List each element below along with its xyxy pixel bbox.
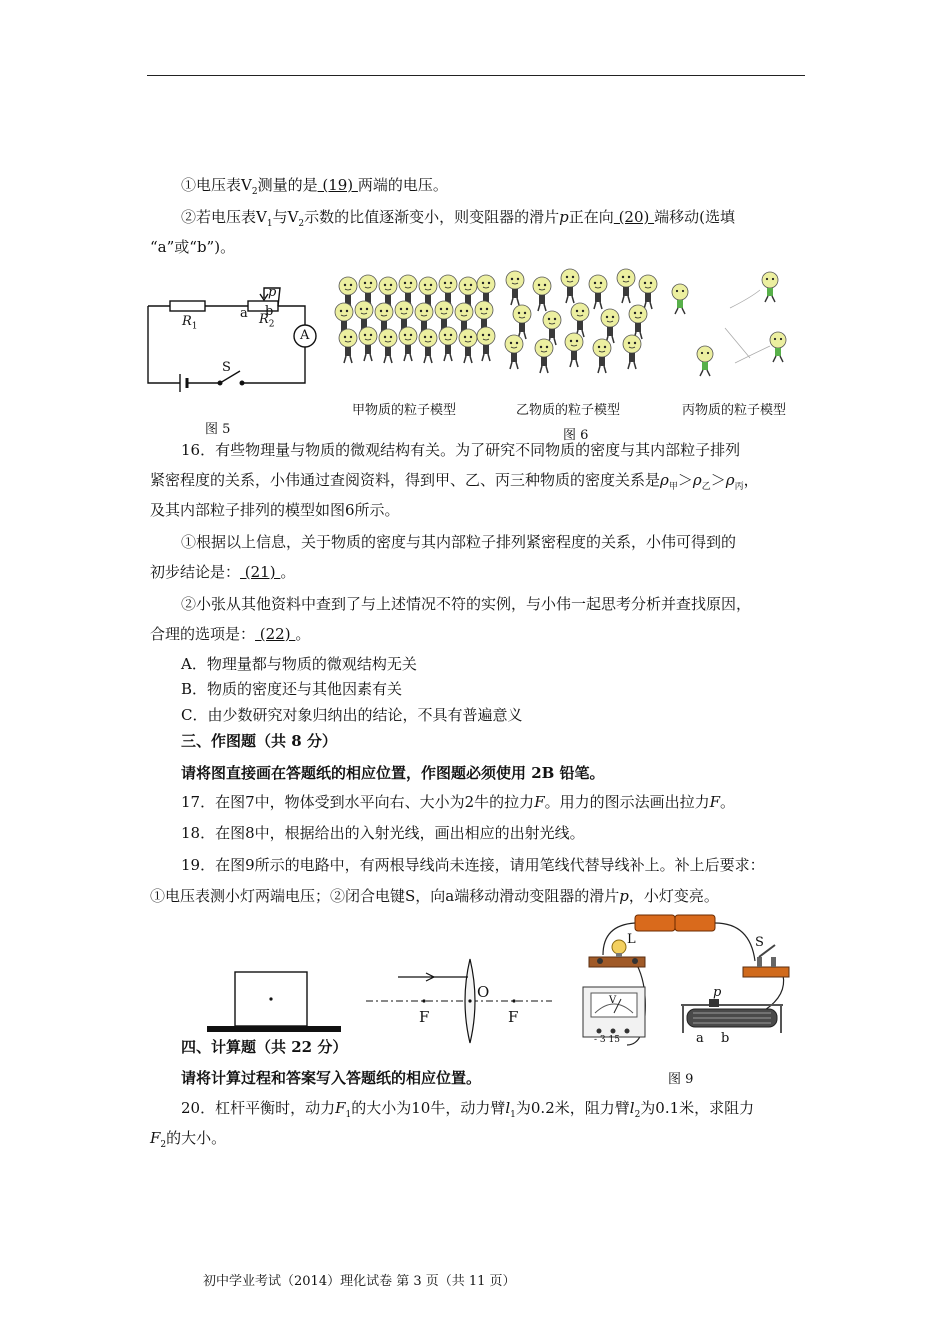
q16-sub2-line1: ②小张从其他资料中查到了与上述情况不符的实例，与小伟一起思考分析并查找原因， [181,595,752,613]
fig8-o-label: O [477,983,490,1001]
blank-19: (19) [317,176,358,194]
q17: 17．在图7中，物体受到水平向右、大小为2牛的拉力F。用力的图示法画出拉力F。 [181,793,736,811]
section-3-note: 请将图直接画在答题纸的相应位置，作图题必须使用 2B 铅笔。 [181,764,605,782]
header-rule [147,75,805,76]
fig9-voltmeter-label: V [609,995,617,1006]
fig8-f-right-label: F [508,1008,519,1026]
q20-line2: $F_2$的大小。 [150,1129,227,1150]
q18: 18．在图8中，根据给出的入射光线，画出相应的出射光线。 [181,824,585,842]
fig5-r1-label: $R_1$ [182,314,198,332]
fig5-r2-label: $R_2$ [259,312,275,330]
option-a: A．物理量都与物质的微观结构无关 [181,655,417,673]
option-c: C．由少数研究对象归纳出的结论，不具有普遍意义 [181,706,523,724]
yi-model [505,269,657,373]
q16-sub2-line2: 合理的选项是： (22) 。 [150,625,311,643]
q19-line1: 19．在图9所示的电路中，有两根导线尚未连接，请用笔线代替导线补上。补上后要求： [181,856,765,874]
fig5-ammeter-label: A [300,328,310,343]
jia-model [335,275,495,363]
fig9-lamp-label: L [627,932,636,947]
page-footer: 初中学业考试（2014）理化试卷 第 3 页（共 11 页） [203,1274,516,1289]
fig6-label-jia: 甲物质的粒子模型 [352,403,457,418]
fig9-terminals-label: - 3 15 [594,1035,620,1045]
q16-line2: 紧密程度的关系，小伟通过查阅资料，得到甲、乙、丙三种物质的密度关系是$\rho_甲>\rho_乙>\rho_丙$， [150,471,759,492]
fig6-caption: 图 6 [563,428,589,443]
q16-line1: 16．有些物理量与物质的微观结构有关。为了研究不同物质的密度与其内部粒子排列 [181,441,741,459]
q16-sub1-line1: ①根据以上信息，关于物质的密度与其内部粒子排列紧密程度的关系，小伟可得到的 [181,533,737,551]
fig6-label-yi: 乙物质的粒子模型 [516,403,621,418]
blank-22: (22) [255,625,296,643]
fig5-caption: 图 5 [205,422,231,437]
figure-9-apparatus [575,905,800,1055]
q15-line1: ①电压表$V_2$测量的是 (19) 两端的电压。 [181,176,448,197]
fig6-label-bing: 丙物质的粒子模型 [682,403,787,418]
q20-line1: 20．杠杆平衡时，动力$F_1$的大小为10牛，动力臂$l_1$为0.2米，阻力臂$l_2$为0.1米，求阻力 [181,1099,755,1120]
fig8-f-left-label: F [419,1008,430,1026]
section-4-note: 请将计算过程和答案写入答题纸的相应位置。 [181,1069,482,1087]
q16-sub1-line2: 初步结论是： (21) 。 [150,563,296,581]
q16-line3: 及其内部粒子排列的模型如图6所示。 [150,501,400,519]
fig5-a-label: a [240,306,248,321]
figure-5-circuit [140,278,320,398]
figure-6-particle-models [330,268,800,388]
blank-21: (21) [240,563,281,581]
q19-line2: ①电压表测小灯两端电压；②闭合电键S，向a端移动滑动变阻器的滑片p，小灯变亮。 [150,887,719,905]
fig9-a-label: a [696,1031,704,1046]
figure-8-lens [362,955,557,1045]
fig9-switch-label: S [755,935,764,950]
fig9-caption: 图 9 [668,1072,694,1087]
q15-line3: “a”或“b”)。 [150,238,236,256]
figure-7-block [205,968,345,1034]
blank-20: (20) [613,208,655,226]
fig5-p-label: p [268,285,277,300]
fig9-b-label: b [721,1031,730,1046]
section-3-title: 三、作图题（共 8 分） [181,732,337,750]
fig9-p-label: p [713,985,722,1000]
bing-model [672,272,786,376]
fig5-switch-label: S [222,360,231,375]
option-b: B．物质的密度还与其他因素有关 [181,680,403,698]
section-4-title: 四、计算题（共 22 分） [181,1038,348,1056]
q15-line2: ②若电压表$V_1$与$V_2$示数的比值逐渐变小，则变阻器的滑片p正在向 (20) 端移动(选填 [181,208,735,229]
fig5-b-label: b [265,304,274,319]
